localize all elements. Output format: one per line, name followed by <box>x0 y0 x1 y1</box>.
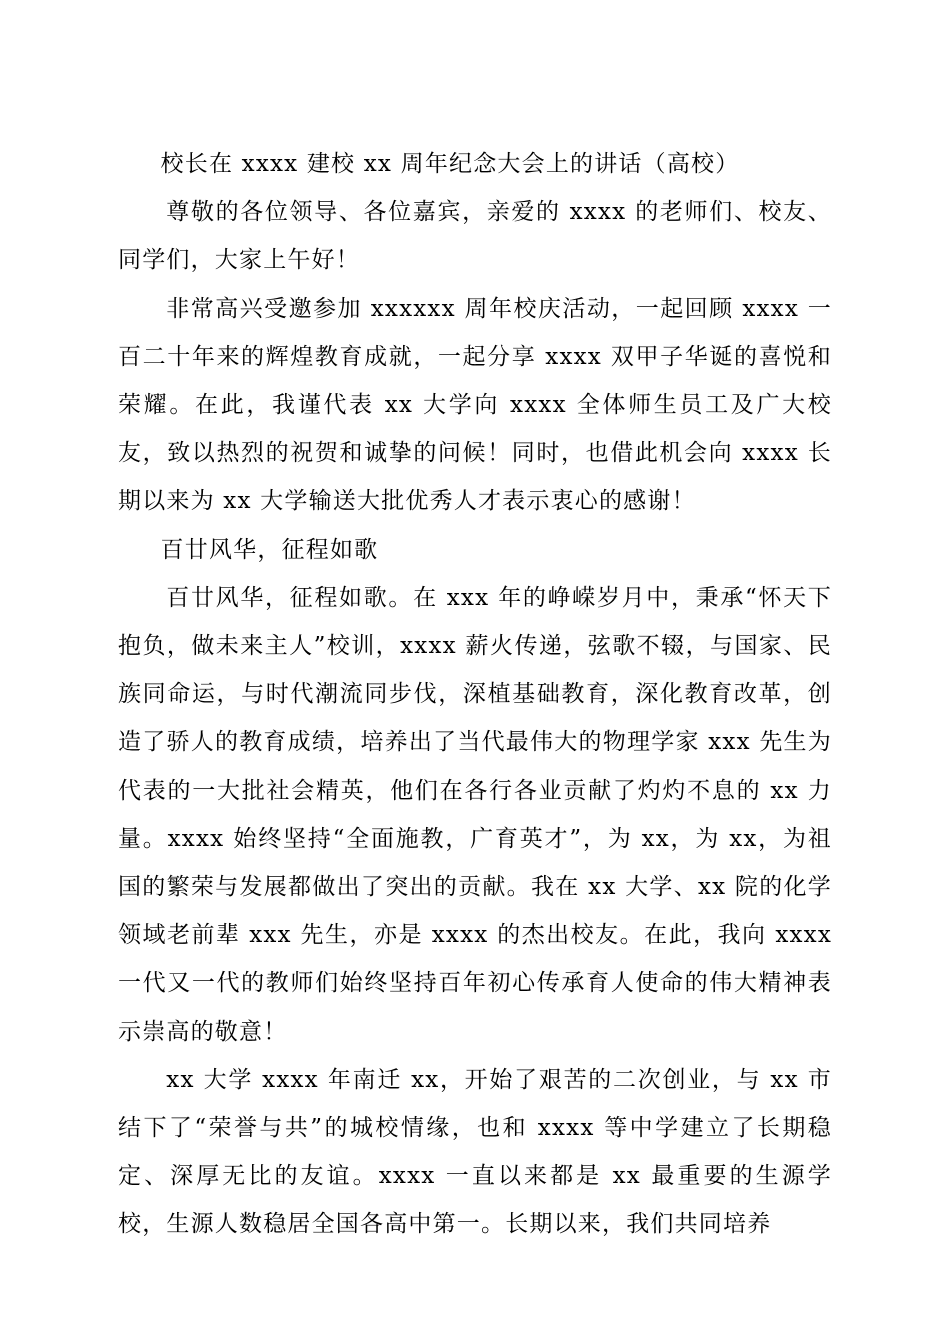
document-title: 校长在 xxxx 建校 xx 周年纪念大会上的讲话（高校） <box>160 151 740 177</box>
section-heading: 百廿风华，征程如歌 <box>160 536 379 563</box>
document-body <box>118 140 832 1249</box>
paragraph-3: xx 大学 xxxx 年南迁 xx，开始了艰苦的二次创业，与 xx 市结下了“荣誉与共”的城校情缘，也和 xxxx 等中学建立了长期稳定、深厚无比的友谊。xxxx 一直以来都是 xx 最重要的生源学校，生源人数稳居全国各高中第一。长期以来，我们共同培养 <box>118 1066 832 1238</box>
greeting-paragraph: 尊敬的各位领导、各位嘉宾，亲爱的 xxxx 的老师们、校友、同学们，大家上午好！ <box>118 199 832 274</box>
paragraph-2: 百廿风华，征程如歌。在 xxx 年的峥嵘岁月中，秉承“怀天下抱负，做未来主人”校训，xxxx 薪火传递，弦歌不辍，与国家、民族同命运，与时代潮流同步伐，深植基础教育，深化教育改革，创造了骄人的教育成绩，培养出了当代最伟大的物理学家 xxx 先生为代表的一大批社会精英，他们在各行各业贡献了灼灼不息的 xx 力量。xxxx 始终坚持“全面施教，广育英才”，为 xx，为 xx，为祖国的繁荣与发展都做出了突出的贡献。我在 xx 大学、xx 院的化学领域老前辈 xxx 先生，亦是 xxxx 的杰出校友。在此，我向 xxxx 一代又一代的教师们始终坚持百年初心传承育人使命的伟大精神表示崇高的敬意！ <box>118 584 832 1045</box>
paragraph-1: 非常高兴受邀参加 xxxxxx 周年校庆活动，一起回顾 xxxx 一百二十年来的辉煌教育成就，一起分享 xxxx 双甲子华诞的喜悦和荣耀。在此，我谨代表 xx 大学向 xxxx 全体师生员工及广大校友，致以热烈的祝贺和诚挚的问候！同时，也借此机会向 xxxx 长期以来为 xx 大学输送大批优秀人才表示衷心的感谢！ <box>118 295 832 515</box>
